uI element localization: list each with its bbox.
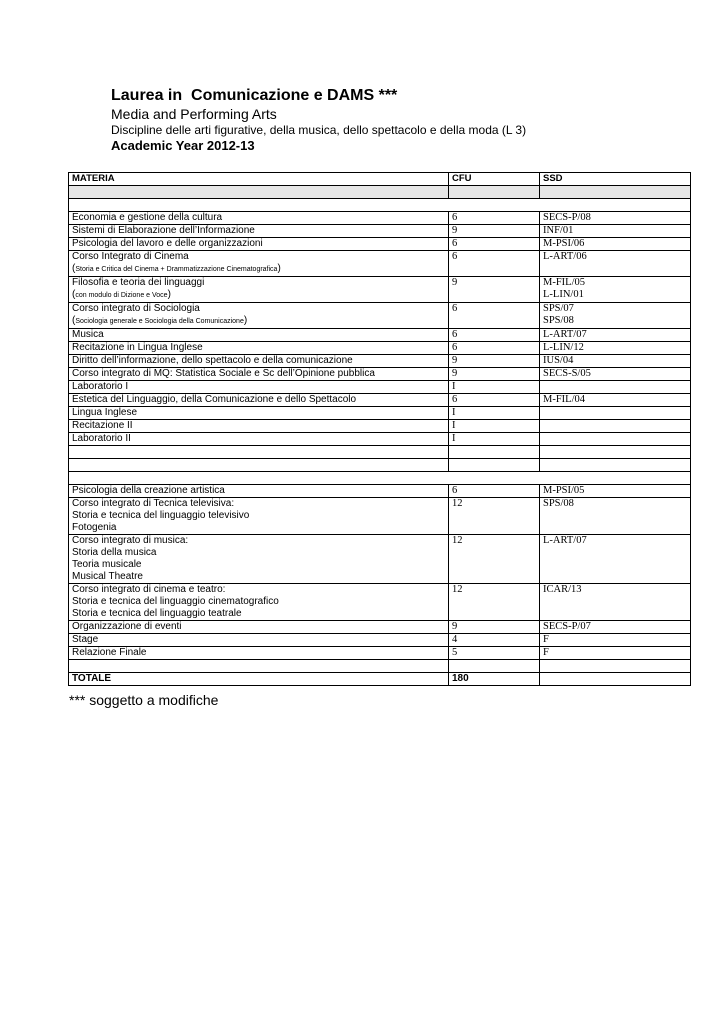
course-module: Fotogenia [72, 522, 117, 533]
table-row [69, 394, 691, 407]
course-name: Psicologia della creazione artistica [69, 485, 449, 498]
course-ssd [540, 381, 691, 394]
course-ssd [540, 407, 691, 420]
course-name-cell [69, 303, 449, 329]
course-name: Estetica del Linguaggio, della Comunicazione e dello Spettacolo [69, 394, 449, 407]
course-name: Corso integrato di cinema e teatro: [72, 584, 226, 595]
table-row [69, 251, 691, 277]
course-ssd-cell [540, 303, 691, 329]
course-ssd-secondary: L-LIN/01 [543, 289, 584, 300]
course-name-cell [69, 498, 449, 535]
course-name: Corso integrato di Sociologia [72, 303, 200, 314]
course-cfu: 9 [449, 225, 540, 238]
course-ssd [540, 420, 691, 433]
course-name: Laboratorio I [69, 381, 449, 394]
course-ssd: INF/01 [540, 225, 691, 238]
course-ssd: SECS-P/07 [540, 621, 691, 634]
course-cfu: 9 [449, 277, 540, 303]
course-cfu: I [449, 407, 540, 420]
course-name: Diritto dell’informazione, dello spettacolo e della comunicazione [69, 355, 449, 368]
course-module: Storia e tecnica del linguaggio televisivo [72, 510, 250, 521]
course-cfu: I [449, 420, 540, 433]
table-row [69, 647, 691, 660]
course-ssd: SECS-S/05 [540, 368, 691, 381]
course-name: Laboratorio II [69, 433, 449, 446]
table-row [69, 238, 691, 251]
course-ssd: M-PSI/06 [540, 238, 691, 251]
course-cfu: 6 [449, 485, 540, 498]
course-name: Recitazione in Lingua Inglese [69, 342, 449, 355]
footnote: *** soggetto a modifiche [69, 692, 219, 708]
course-name-cell [69, 584, 449, 621]
course-cfu: 6 [449, 251, 540, 277]
table-row [69, 584, 691, 621]
course-ssd: L-ART/07 [540, 329, 691, 342]
course-name: Recitazione II [69, 420, 449, 433]
document-description: Discipline delle arti figurative, della musica, dello spettacolo e della moda (L 3) [111, 123, 527, 137]
total-row [69, 673, 691, 686]
course-cfu: 12 [449, 535, 540, 584]
course-name: Lingua Inglese [69, 407, 449, 420]
course-cfu: 5 [449, 647, 540, 660]
course-cfu: 6 [449, 303, 540, 329]
course-ssd: F [540, 647, 691, 660]
document-header [111, 86, 526, 154]
spacer-row [69, 199, 691, 212]
course-cfu: I [449, 381, 540, 394]
course-name-cell [69, 251, 449, 277]
table-row [69, 303, 691, 329]
course-modules: con modulo di Dizione e Voce [75, 292, 168, 299]
spacer-row [69, 459, 691, 472]
courses-table [68, 172, 691, 686]
course-name: Corso integrato di MQ: Statistica Sociale e Sc dell’Opinione pubblica [69, 368, 449, 381]
table-row [69, 433, 691, 446]
table-row [69, 535, 691, 584]
course-ssd: L-ART/06 [540, 251, 691, 277]
course-ssd: SPS/08 [540, 498, 691, 535]
course-ssd-cell [540, 277, 691, 303]
course-name-cell [69, 277, 449, 303]
total-ssd [540, 673, 691, 686]
course-ssd: SPS/07 [543, 303, 574, 314]
course-ssd: M-FIL/04 [540, 394, 691, 407]
course-module: Storia e tecnica del linguaggio cinematografico [72, 596, 279, 607]
course-name: Corso Integrato di Cinema [72, 251, 189, 262]
course-cfu: 6 [449, 238, 540, 251]
header-materia: MATERIA [69, 173, 449, 186]
table-row [69, 342, 691, 355]
course-subtitle: (Storia e Critica del Cinema + Drammatizzazione Cinematografica) [72, 263, 281, 274]
course-ssd: ICAR/13 [540, 584, 691, 621]
course-ssd: F [540, 634, 691, 647]
course-ssd: IUS/04 [540, 355, 691, 368]
table-row [69, 634, 691, 647]
course-modules: Storia e Critica del Cinema + Drammatizzazione Cinematografica [75, 266, 278, 273]
table-row [69, 329, 691, 342]
course-name: Psicologia del lavoro e delle organizzazioni [69, 238, 449, 251]
course-module: Storia della musica [72, 547, 157, 558]
course-name: Organizzazione di eventi [69, 621, 449, 634]
course-ssd: L-ART/07 [540, 535, 691, 584]
course-subtitle: (Sociologia generale e Sociologia della Comunicazione) [72, 315, 248, 326]
table-row [69, 485, 691, 498]
course-name: Economia e gestione della cultura [69, 212, 449, 225]
course-module: Musical Theatre [72, 571, 143, 582]
course-ssd-secondary: SPS/08 [543, 315, 574, 326]
course-ssd [540, 433, 691, 446]
table-row [69, 381, 691, 394]
header-cfu: CFU [449, 173, 540, 186]
course-cfu: I [449, 433, 540, 446]
spacer-row [69, 472, 691, 485]
course-name: Corso integrato di Tecnica televisiva: [72, 498, 235, 509]
course-cfu: 6 [449, 342, 540, 355]
header-ssd: SSD [540, 173, 691, 186]
table-row [69, 368, 691, 381]
document-title: Laurea in Comunicazione e DAMS *** [111, 87, 398, 104]
table-row [69, 225, 691, 238]
course-name: Stage [69, 634, 449, 647]
course-cfu: 6 [449, 329, 540, 342]
total-cfu: 180 [449, 673, 540, 686]
course-cfu: 4 [449, 634, 540, 647]
table-row [69, 355, 691, 368]
course-cfu: 12 [449, 498, 540, 535]
course-ssd: L-LIN/12 [540, 342, 691, 355]
table-row [69, 498, 691, 535]
table-row [69, 621, 691, 634]
table-row [69, 212, 691, 225]
academic-year: Academic Year 2012-13 [111, 138, 255, 153]
total-label: TOTALE [69, 673, 449, 686]
course-name: Filosofia e teoria dei linguaggi [72, 277, 205, 288]
course-module: Teoria musicale [72, 559, 142, 570]
spacer-row [69, 186, 691, 199]
table-row [69, 407, 691, 420]
document-subtitle: Media and Performing Arts [111, 106, 277, 122]
course-subtitle: (con modulo di Dizione e Voce) [72, 289, 171, 300]
course-cfu: 9 [449, 621, 540, 634]
spacer-row [69, 660, 691, 673]
course-name: Sistemi di Elaborazione dell’Informazione [69, 225, 449, 238]
course-modules: Sociologia generale e Sociologia della Comunicazione [75, 318, 244, 325]
course-cfu: 6 [449, 212, 540, 225]
course-name-cell [69, 535, 449, 584]
course-ssd: M-FIL/05 [543, 277, 585, 288]
spacer-row [69, 446, 691, 459]
course-cfu: 9 [449, 368, 540, 381]
course-cfu: 6 [449, 394, 540, 407]
course-module: Storia e tecnica del linguaggio teatrale [72, 608, 242, 619]
course-name: Relazione Finale [69, 647, 449, 660]
course-ssd: M-PSI/05 [540, 485, 691, 498]
table-row [69, 277, 691, 303]
table-row [69, 420, 691, 433]
course-name: Musica [69, 329, 449, 342]
course-name: Corso integrato di musica: [72, 535, 189, 546]
course-cfu: 9 [449, 355, 540, 368]
course-ssd: SECS-P/08 [540, 212, 691, 225]
course-cfu: 12 [449, 584, 540, 621]
table-header-row [69, 173, 691, 186]
